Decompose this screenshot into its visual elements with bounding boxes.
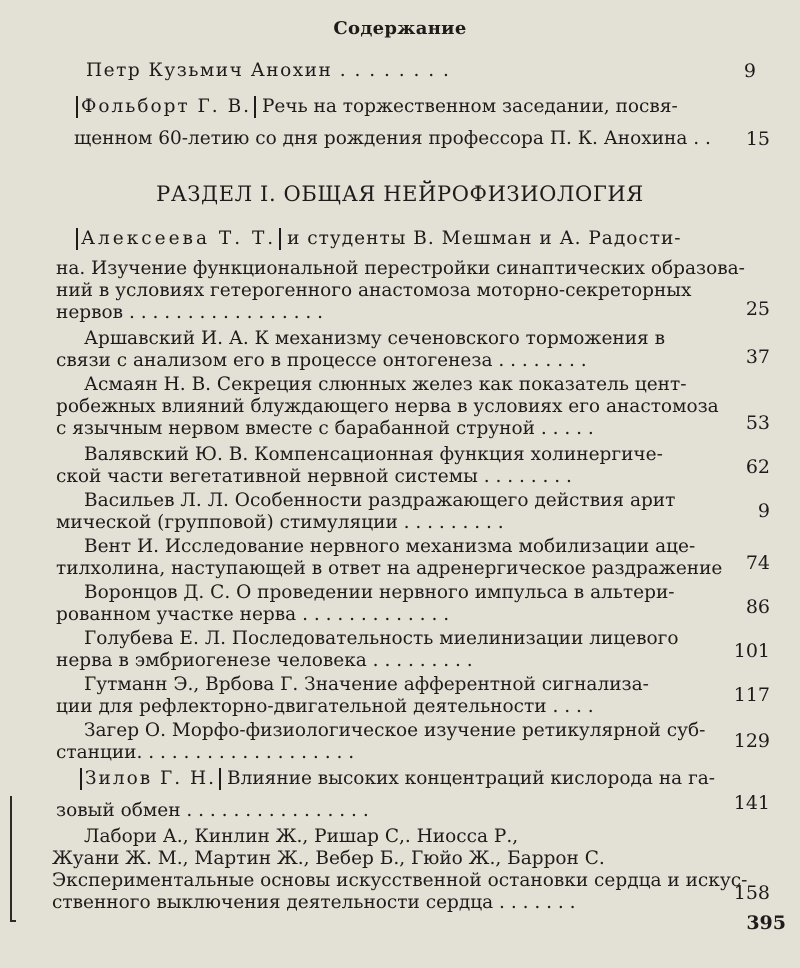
entry-line: ции для рефлекторно-двигательной деятельности . . . . bbox=[56, 696, 594, 717]
entry-line: Жуани Ж. М., Мартин Ж., Вебер Б., Гюйо Ж., Баррон С. bbox=[52, 848, 605, 869]
margin-bracket bbox=[10, 796, 16, 922]
entry-line: ственного выключения деятельности сердца . . . . . . . bbox=[52, 892, 576, 913]
entry-line: робежных влияний блуждающего нерва в условиях его анастомоза bbox=[56, 396, 719, 417]
entry-line: Влияние высоких концентраций кислорода на га- bbox=[226, 768, 716, 789]
entry-page: 15 bbox=[745, 128, 770, 150]
entry-line: ской части вегетативной нервной системы . . . . . . . . bbox=[56, 466, 572, 487]
entry-page: 141 bbox=[733, 792, 770, 814]
entry-line: Загер О. Морфо-физиологическое изучение ретикулярной суб- bbox=[84, 720, 706, 741]
entry-page: 158 bbox=[733, 882, 770, 904]
entry-line: Голубева Е. Л. Последовательность миелинизации лицевого bbox=[84, 628, 679, 649]
page-heading: Содержание bbox=[333, 18, 467, 39]
entry-page: 101 bbox=[733, 640, 770, 662]
entry-line: Вент И. Исследование нервного механизма мобилизации аце- bbox=[84, 536, 696, 557]
entry-line: рованном участке нерва . . . . . . . . . . . . . bbox=[56, 604, 450, 625]
section-title: РАЗДЕЛ I. ОБЩАЯ НЕЙРОФИЗИОЛОГИЯ bbox=[156, 182, 644, 206]
entry-line: Гутманн Э., Врбова Г. Значение афферентной сигнализа- bbox=[84, 674, 649, 695]
entry-page: 129 bbox=[733, 730, 770, 752]
entry-line: зовый обмен . . . . . . . . . . . . . . . . bbox=[56, 800, 369, 821]
entry-line: щенном 60-летию со дня рождения профессора П. К. Анохина . . bbox=[74, 128, 711, 149]
entry-line: Воронцов Д. С. О проведении нервного импульса в альтери- bbox=[84, 582, 675, 603]
entry-page: 62 bbox=[745, 456, 770, 478]
page-number: 395 bbox=[746, 912, 786, 934]
entry-line: Асмаян Н. В. Секреция слюнных желез как показатель цент- bbox=[84, 374, 687, 395]
entry-line: тилхолина, наступающей в ответ на адренергическое раздражение bbox=[56, 558, 723, 579]
entry-line: Экспериментальные основы искусственной остановки сердца и искус- bbox=[52, 870, 748, 891]
entry-line: Васильев Л. Л. Особенности раздражающего действия арит bbox=[84, 490, 676, 511]
entry-page: 86 bbox=[745, 596, 770, 618]
entry-page: 9 bbox=[757, 500, 770, 522]
entry-page: 53 bbox=[745, 412, 770, 434]
entry-author-boxed: Зилов Г. Н. bbox=[80, 768, 221, 790]
entry-line: нервов . . . . . . . . . . . . . . . . . bbox=[56, 302, 324, 323]
entry-page: 74 bbox=[745, 552, 770, 574]
entry-line: Аршавский И. А. К механизму сеченовского торможения в bbox=[84, 328, 666, 349]
entry-line: Речь на торжественном заседании, посвя- bbox=[261, 96, 678, 117]
entry-author-boxed: Фольборт Г. В. bbox=[76, 96, 256, 118]
entry-line: ний в условиях гетерогенного анастомоза моторно-секреторных bbox=[56, 280, 692, 301]
entry-line: Лабори А., Кинлин Ж., Ришар С,. Ниосса Р., bbox=[84, 826, 519, 847]
entry-page: 37 bbox=[745, 346, 770, 368]
entry-line: мической (групповой) стимуляции . . . . . . . . . bbox=[56, 512, 504, 533]
entry-line: с язычным нервом вместе с барабанной струной . . . . . bbox=[56, 418, 594, 439]
entry-line: нерва в эмбриогенезе человека . . . . . . . . . bbox=[56, 650, 473, 671]
entry-page: 9 bbox=[743, 60, 756, 82]
entry-author-boxed: Алексеева Т. Т. bbox=[76, 228, 281, 250]
entry-line: Валявский Ю. В. Компенсационная функция холинергиче- bbox=[84, 444, 663, 465]
entry-line: и студенты В. Мешман и А. Радости- bbox=[287, 228, 682, 249]
entry-line: на. Изучение функциональной перестройки синаптических образова- bbox=[56, 258, 745, 279]
entry-line: станции. . . . . . . . . . . . . . . . . . . bbox=[56, 742, 355, 763]
entry-line: Петр Кузьмич Анохин . . . . . . . . bbox=[86, 60, 451, 81]
entry-line: связи с анализом его в процессе онтогенеза . . . . . . . . bbox=[56, 350, 587, 371]
entry-page: 117 bbox=[733, 684, 770, 706]
entry-page: 25 bbox=[745, 298, 770, 320]
